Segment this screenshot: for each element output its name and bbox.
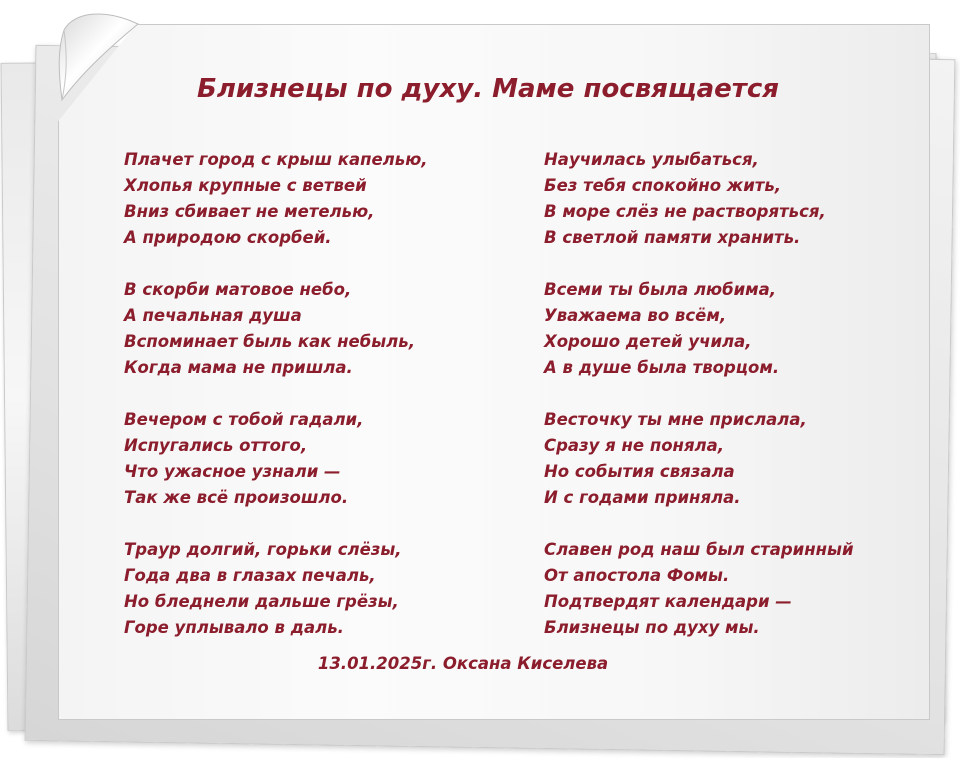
poem-line: Но события связала bbox=[544, 462, 735, 481]
poem-left-column bbox=[124, 147, 504, 641]
poem-line: Славен род наш был старинный bbox=[544, 540, 854, 559]
poem-line: В скорби матовое небо, bbox=[124, 280, 352, 299]
poem-line: Весточку ты мне прислала, bbox=[544, 410, 807, 429]
stanza bbox=[124, 537, 504, 641]
poem-line: В море слёз не растворяться, bbox=[544, 202, 826, 221]
poem-signature: 13.01.2025г. Оксана Киселева bbox=[317, 654, 609, 673]
poem-line: Испугались оттого, bbox=[124, 436, 308, 455]
poem-line: Так же всё произошло. bbox=[124, 488, 349, 507]
poem-line: Всеми ты была любима, bbox=[544, 280, 777, 299]
poem-line: Хорошо детей учила, bbox=[544, 332, 752, 351]
poem-line: Вечером с тобой гадали, bbox=[124, 410, 364, 429]
stanza bbox=[124, 277, 504, 381]
poem-line: Без тебя спокойно жить, bbox=[544, 176, 782, 195]
poem-line: Но бледнели дальше грёзы, bbox=[124, 592, 399, 611]
poem-line: Вниз сбивает не метелью, bbox=[124, 202, 375, 221]
poem-title: Близнецы по духу. Маме посвящается bbox=[197, 74, 779, 104]
poem-line: В светлой памяти хранить. bbox=[544, 228, 801, 247]
poem-line: Хлопья крупные с ветвей bbox=[124, 176, 367, 195]
stanza bbox=[544, 147, 864, 251]
stanza bbox=[124, 147, 504, 251]
poem-line: А печальная душа bbox=[124, 306, 302, 325]
poem-line: Подтвердят календари — bbox=[544, 592, 792, 611]
poem-line: Близнецы по духу мы. bbox=[544, 618, 760, 637]
poem-right-column bbox=[544, 147, 864, 641]
poem-line: Траур долгий, горьки слёзы, bbox=[124, 540, 402, 559]
stanza bbox=[544, 277, 864, 381]
poem-line: Вспоминает быль как небыль, bbox=[124, 332, 415, 351]
poem-line: Научилась улыбаться, bbox=[544, 150, 759, 169]
poem-line: Года два в глазах печаль, bbox=[124, 566, 376, 585]
stanza bbox=[124, 407, 504, 511]
poem-line: Уважаема во всём, bbox=[544, 306, 727, 325]
poem-line: Плачет город с крыш капелью, bbox=[124, 150, 428, 169]
poem-line: А в душе была творцом. bbox=[544, 358, 780, 377]
poem-line: И с годами приняла. bbox=[544, 488, 741, 507]
poem-line: Что ужасное узнали — bbox=[124, 462, 341, 481]
stanza bbox=[544, 407, 864, 511]
poem-line: Сразу я не поняла, bbox=[544, 436, 725, 455]
poem-line: Горе уплывало в даль. bbox=[124, 618, 344, 637]
poem-line: Когда мама не пришла. bbox=[124, 358, 353, 377]
poem-line: А природою скорбей. bbox=[124, 228, 332, 247]
stanza bbox=[544, 537, 864, 641]
poem-line: От апостола Фомы. bbox=[544, 566, 730, 585]
